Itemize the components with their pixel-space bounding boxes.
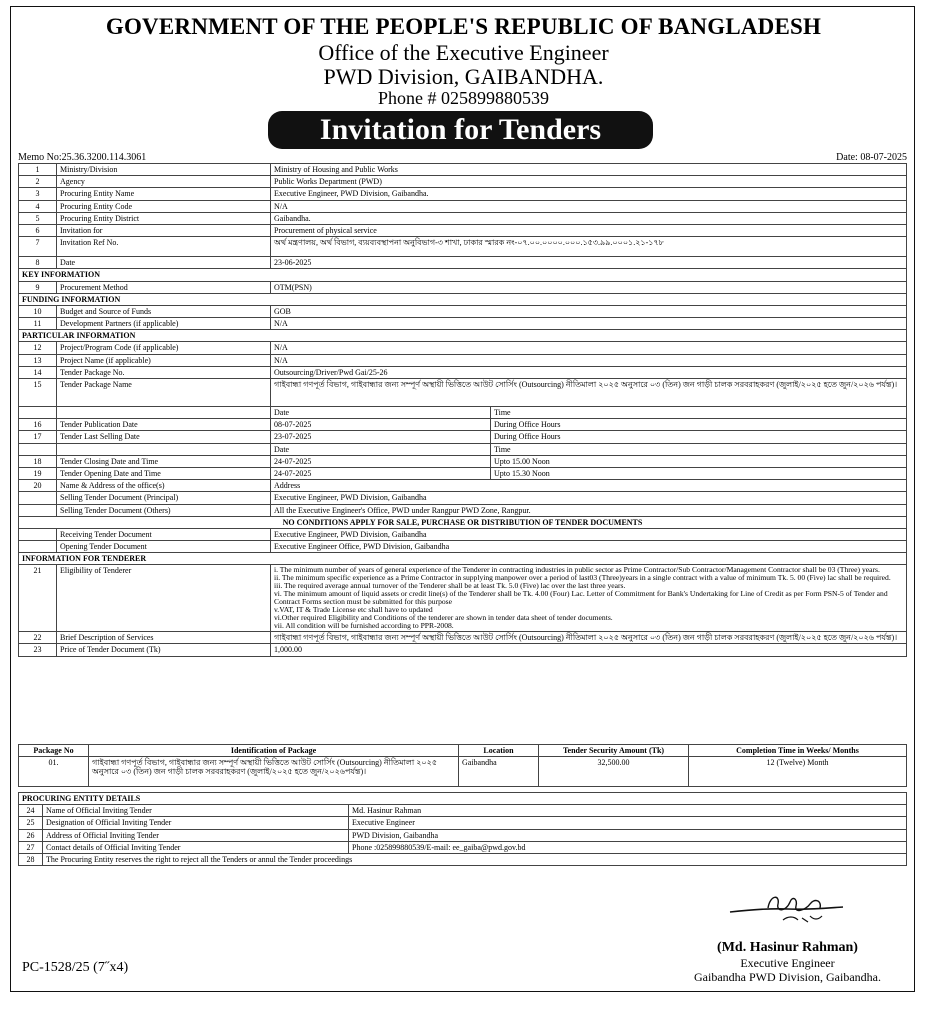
table-row: 12 Project/Program Code (if applicable) N/A xyxy=(19,342,907,354)
table-row: 24 Name of Official Inviting Tender Md. Hasinur Rahman xyxy=(19,805,907,817)
table-row: 28 The Procuring Entity reserves the right to reject all the Tenders or annul the Tender proceedings xyxy=(19,853,907,865)
eligibility-item: vii. All condition will be furnished according to PPR-2008. xyxy=(274,621,454,631)
office-title: Office of the Executive Engineer xyxy=(318,40,609,65)
notice-date: Date: 08-07-2025 xyxy=(836,152,907,163)
signatory-designation: Executive Engineer xyxy=(740,956,835,970)
table-row: 25 Designation of Official Inviting Tender Executive Engineer xyxy=(19,817,907,829)
section-key-info: KEY INFORMATION xyxy=(19,269,907,281)
table-row: 3 Procuring Entity Name Executive Engineer, PWD Division, Gaibandha. xyxy=(19,188,907,200)
signatory-name: (Md. Hasinur Rahman) xyxy=(717,940,858,955)
package-header-row: Package No Identification of Package Location Tender Security Amount (Tk) Completion Time in Weeks/ Months xyxy=(19,745,907,757)
table-row: 14 Tender Package No. Outsourcing/Driver/Pwd Gai/25-26 xyxy=(19,366,907,378)
no-conditions-notice: NO CONDITIONS APPLY FOR SALE, PURCHASE OR DISTRIBUTION OF TENDER DOCUMENTS xyxy=(19,516,907,528)
table-row: 21 Eligibility of Tenderer i. The minimum number of years of general experience of the Tenderer in contracting industries in public sector as Prime Contractor/Sub Contractor/Management Contractor shall be 03 (Three) years. ii. The minimum specific experience as a Prime Contractor in supplying manpower over a period of last03 (Three)years in a single contract with a value of minimum Tk. 5. 00 (Five) lac shall be required. iii. The required average annual turnover of the Tenderer shall be at least Tk. 5.0 (Five) lac over the last three years. vi. The minimum amount of liquid assets or credit line(s) of the Tenderer shall be Tk. 4.00 (Four) Lac. Letter of Commitment for Bank's Undertaking for Line of Credit as per Form PSN-5 of Tender and Contract Forms section must be submitted for this purpose v.VAT, IT & Trade License etc shall have to updated vi.Other required Eligibility and Conditions of the tenderer are shown in tender data sheet of tender documents. vii. All condition will be furnished according to PPR-2008. xyxy=(19,565,907,632)
table-row: 6 Invitation for Procurement of physical service xyxy=(19,224,907,236)
eligibility-list xyxy=(271,565,907,632)
section-funding: FUNDING INFORMATION xyxy=(19,293,907,305)
table-row: 10 Budget and Source of Funds GOB xyxy=(19,305,907,317)
table-row: 11 Development Partners (if applicable) N/A xyxy=(19,318,907,330)
table-row: 26 Address of Official Inviting Tender PWD Division, Gaibandha xyxy=(19,829,907,841)
eligibility-item: vi. The minimum amount of liquid assets or credit line(s) of the Tenderer shall be Tk. 4.00 (Four) Lac. Letter of Commitment for Bank's Undertaking for Line of Credit as per Form PSN-5 of Tender and Contract Forms section must be submitted for this purpose xyxy=(274,589,888,607)
eligibility-item: i. The minimum number of years of general experience of the Tenderer in contracting industries in public sector as Prime Contractor/Sub Contractor/Management Contractor shall be 03 (Three) years. xyxy=(274,565,880,575)
table-row: 13 Project Name (if applicable) N/A xyxy=(19,354,907,366)
section-procuring: PROCURING ENTITY DETAILS xyxy=(19,793,907,805)
signatory-office: Gaibandha PWD Division, Gaibandha. xyxy=(694,970,881,984)
signature-mark xyxy=(728,890,848,930)
section-info-tenderer: INFORMATION FOR TENDERER xyxy=(19,553,907,565)
table-row: 19 Tender Opening Date and Time 24-07-2025 Upto 15.30 Noon xyxy=(19,467,907,479)
tender-table xyxy=(18,163,907,657)
table-row: 23 Price of Tender Document (Tk) 1,000.00 xyxy=(19,644,907,656)
government-title: GOVERNMENT OF THE PEOPLE'S REPUBLIC OF BANGLADESH xyxy=(105,14,822,39)
table-row: 8 Date 23-06-2025 xyxy=(19,257,907,269)
memo-number: Memo No:25.36.3200.114.3061 xyxy=(18,152,147,163)
table-row: 5 Procuring Entity District Gaibandha. xyxy=(19,212,907,224)
procuring-table xyxy=(18,792,907,866)
section-particular: PARTICULAR INFORMATION xyxy=(19,330,907,342)
table-row: 17 Tender Last Selling Date 23-07-2025 During Office Hours xyxy=(19,431,907,443)
table-row: 18 Tender Closing Date and Time 24-07-2025 Upto 15.00 Noon xyxy=(19,455,907,467)
package-table xyxy=(18,744,907,787)
table-row: Selling Tender Document (Principal) Executive Engineer, PWD Division, Gaibandha xyxy=(19,492,907,504)
table-row: 9 Procurement Method OTM(PSN) xyxy=(19,281,907,293)
package-row: 01. গাইবান্ধা গণপূর্ত বিভাগ, গাইবান্ধার জন্য সম্পূর্ণ অস্থায়ী ভিত্তিতে আউট সোর্সিং (Outsourcing) নীতিমালা ২০২৫ অনুসারে ০৩ (তিন) জন গাড়ী চালক সরবরাহকরণ (জুলাই/২০২৫ হতে জুন/২০২৬পর্যন্ত)। Gaibandha 32,500.00 12 (Twelve) Month xyxy=(19,757,907,787)
division-title: PWD Division, GAIBANDHA. xyxy=(323,64,604,89)
table-row: 4 Procuring Entity Code N/A xyxy=(19,200,907,212)
table-row: 22 Brief Description of Services গাইবান্ধা গণপূর্ত বিভাগ, গাইবান্ধার জন্য সম্পূর্ণ অস্থায়ী ভিত্তিতে আউট সোর্সিং (Outsourcing) নীতিমালা ২০২৫ অনুসারে ০৩ (তিন) জন গাড়ী চালক সরবরাহকরণ (জুলাই/২০২৫ হতে জুন/২০২৬ পর্যন্ত)। xyxy=(19,632,907,644)
date-time-header: Date Time xyxy=(19,443,907,455)
eligibility-item: v.VAT, IT & Trade License etc shall have to updated xyxy=(274,605,433,615)
table-row: Receiving Tender Document Executive Engineer, PWD Division, Gaibandha xyxy=(19,528,907,540)
phone-number: Phone # 025899880539 xyxy=(378,88,549,108)
table-row: Selling Tender Document (Others) All the Executive Engineer's Office, PWD under Rangpur PWD Zone, Rangpur. xyxy=(19,504,907,516)
table-row: Opening Tender Document Executive Engineer Office, PWD Division, Gaibandha xyxy=(19,541,907,553)
eligibility-item: iii. The required average annual turnover of the Tenderer shall be at least Tk. 5.0 (Five) lac over the last three years. xyxy=(274,581,626,591)
eligibility-item: vi.Other required Eligibility and Conditions of the tenderer are shown in tender data sheet of tender documents. xyxy=(274,613,613,623)
table-row: 20 Name & Address of the office(s) Address xyxy=(19,480,907,492)
table-row: 2 Agency Public Works Department (PWD) xyxy=(19,176,907,188)
table-row: 15 Tender Package Name গাইবান্ধা গণপূর্ত বিভাগ, গাইবান্ধার জন্য সম্পূর্ণ অস্থায়ী ভিত্তিতে আউট সোর্সিং (Outsourcing) নীতিমালা ২০২৫ অনুসারে ০৩ (তিন) জন গাড়ী চালক সরবরাহকরণ (জুলাই/২০২৫ হতে জুন/২০২৬ পর্যন্ত)। xyxy=(19,379,907,407)
date-time-header: Date Time xyxy=(19,407,907,419)
eligibility-item: ii. The minimum specific experience as a Prime Contractor in supplying manpower over a period of last03 (Three)years in a single contract with a value of minimum Tk. 5. 00 (Five) lac shall be required. xyxy=(274,573,891,583)
pc-code: PC-1528/25 (7˝x4) xyxy=(22,960,129,975)
invitation-banner: Invitation for Tenders xyxy=(268,111,653,149)
table-row: 16 Tender Publication Date 08-07-2025 During Office Hours xyxy=(19,419,907,431)
table-row: 7 Invitation Ref No. অর্থ মন্ত্রণালয়, অর্থ বিভাগ, ব্যয়ব্যবস্থাপনা অনুবিভাগ-৩ শাখা, ঢাকার স্মারক নং-০৭.০০.০০০০.০০০.১৫৩.৯৯.০০০১.২১-১৭৮ xyxy=(19,237,907,257)
table-row: 27 Contact details of Official Inviting Tender Phone :025899880539/E-mail: ee_gaiba@pwd.gov.bd xyxy=(19,841,907,853)
table-row: 1 Ministry/Division Ministry of Housing and Public Works xyxy=(19,164,907,176)
